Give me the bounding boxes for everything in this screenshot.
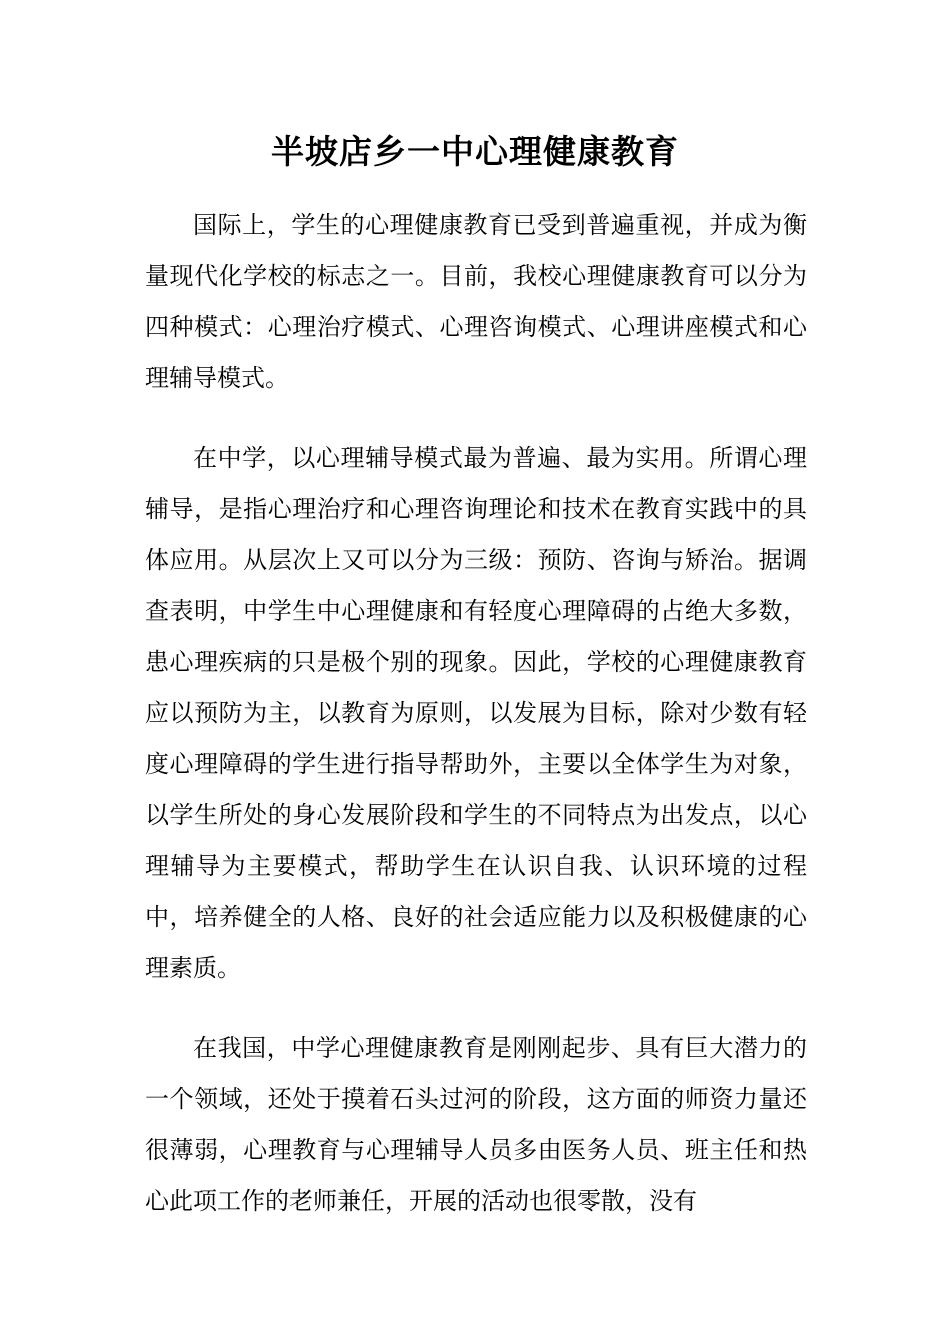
paragraph-2: 在中学，以心理辅导模式最为普遍、最为实用。所谓心理辅导，是指心理治疗和心理咨询理论和技术在教育实践中的具体应用。从层次上又可以分为三级：预防、咨询与矫治。据调查表明，中学生中心理健康和有轻度心理障碍的占绝大多数，患心理疾病的只是极个别的现象。因此，学校的心理健康教育应以预防为主，以教育为原则，以发展为目标，除对少数有轻度心理障碍的学生进行指导帮助外，主要以全体学生为对象，以学生所处的身心发展阶段和学生的不同特点为出发点，以心理辅导为主要模式，帮助学生在认识自我、认识环境的过程中，培养健全的人格、良好的社会适应能力以及积极健康的心理素质。 <box>145 444 807 982</box>
document-body <box>145 200 807 1256</box>
paragraph-3: 在我国，中学心理健康教育是刚刚起步、具有巨大潜力的一个领域，还处于摸着石头过河的阶段，这方面的师资力量还很薄弱，心理教育与心理辅导人员多由医务人员、班主任和热心此项工作的老师兼任，开展的活动也很零散，没有 <box>145 1034 807 1215</box>
paragraph-1: 国际上，学生的心理健康教育已受到普遍重视，并成为衡量现代化学校的标志之一。目前，我校心理健康教育可以分为四种模式：心理治疗模式、心理咨询模式、心理讲座模式和心理辅导模式。 <box>145 211 807 392</box>
document-title: 半坡店乡一中心理健康教育 <box>271 132 679 171</box>
